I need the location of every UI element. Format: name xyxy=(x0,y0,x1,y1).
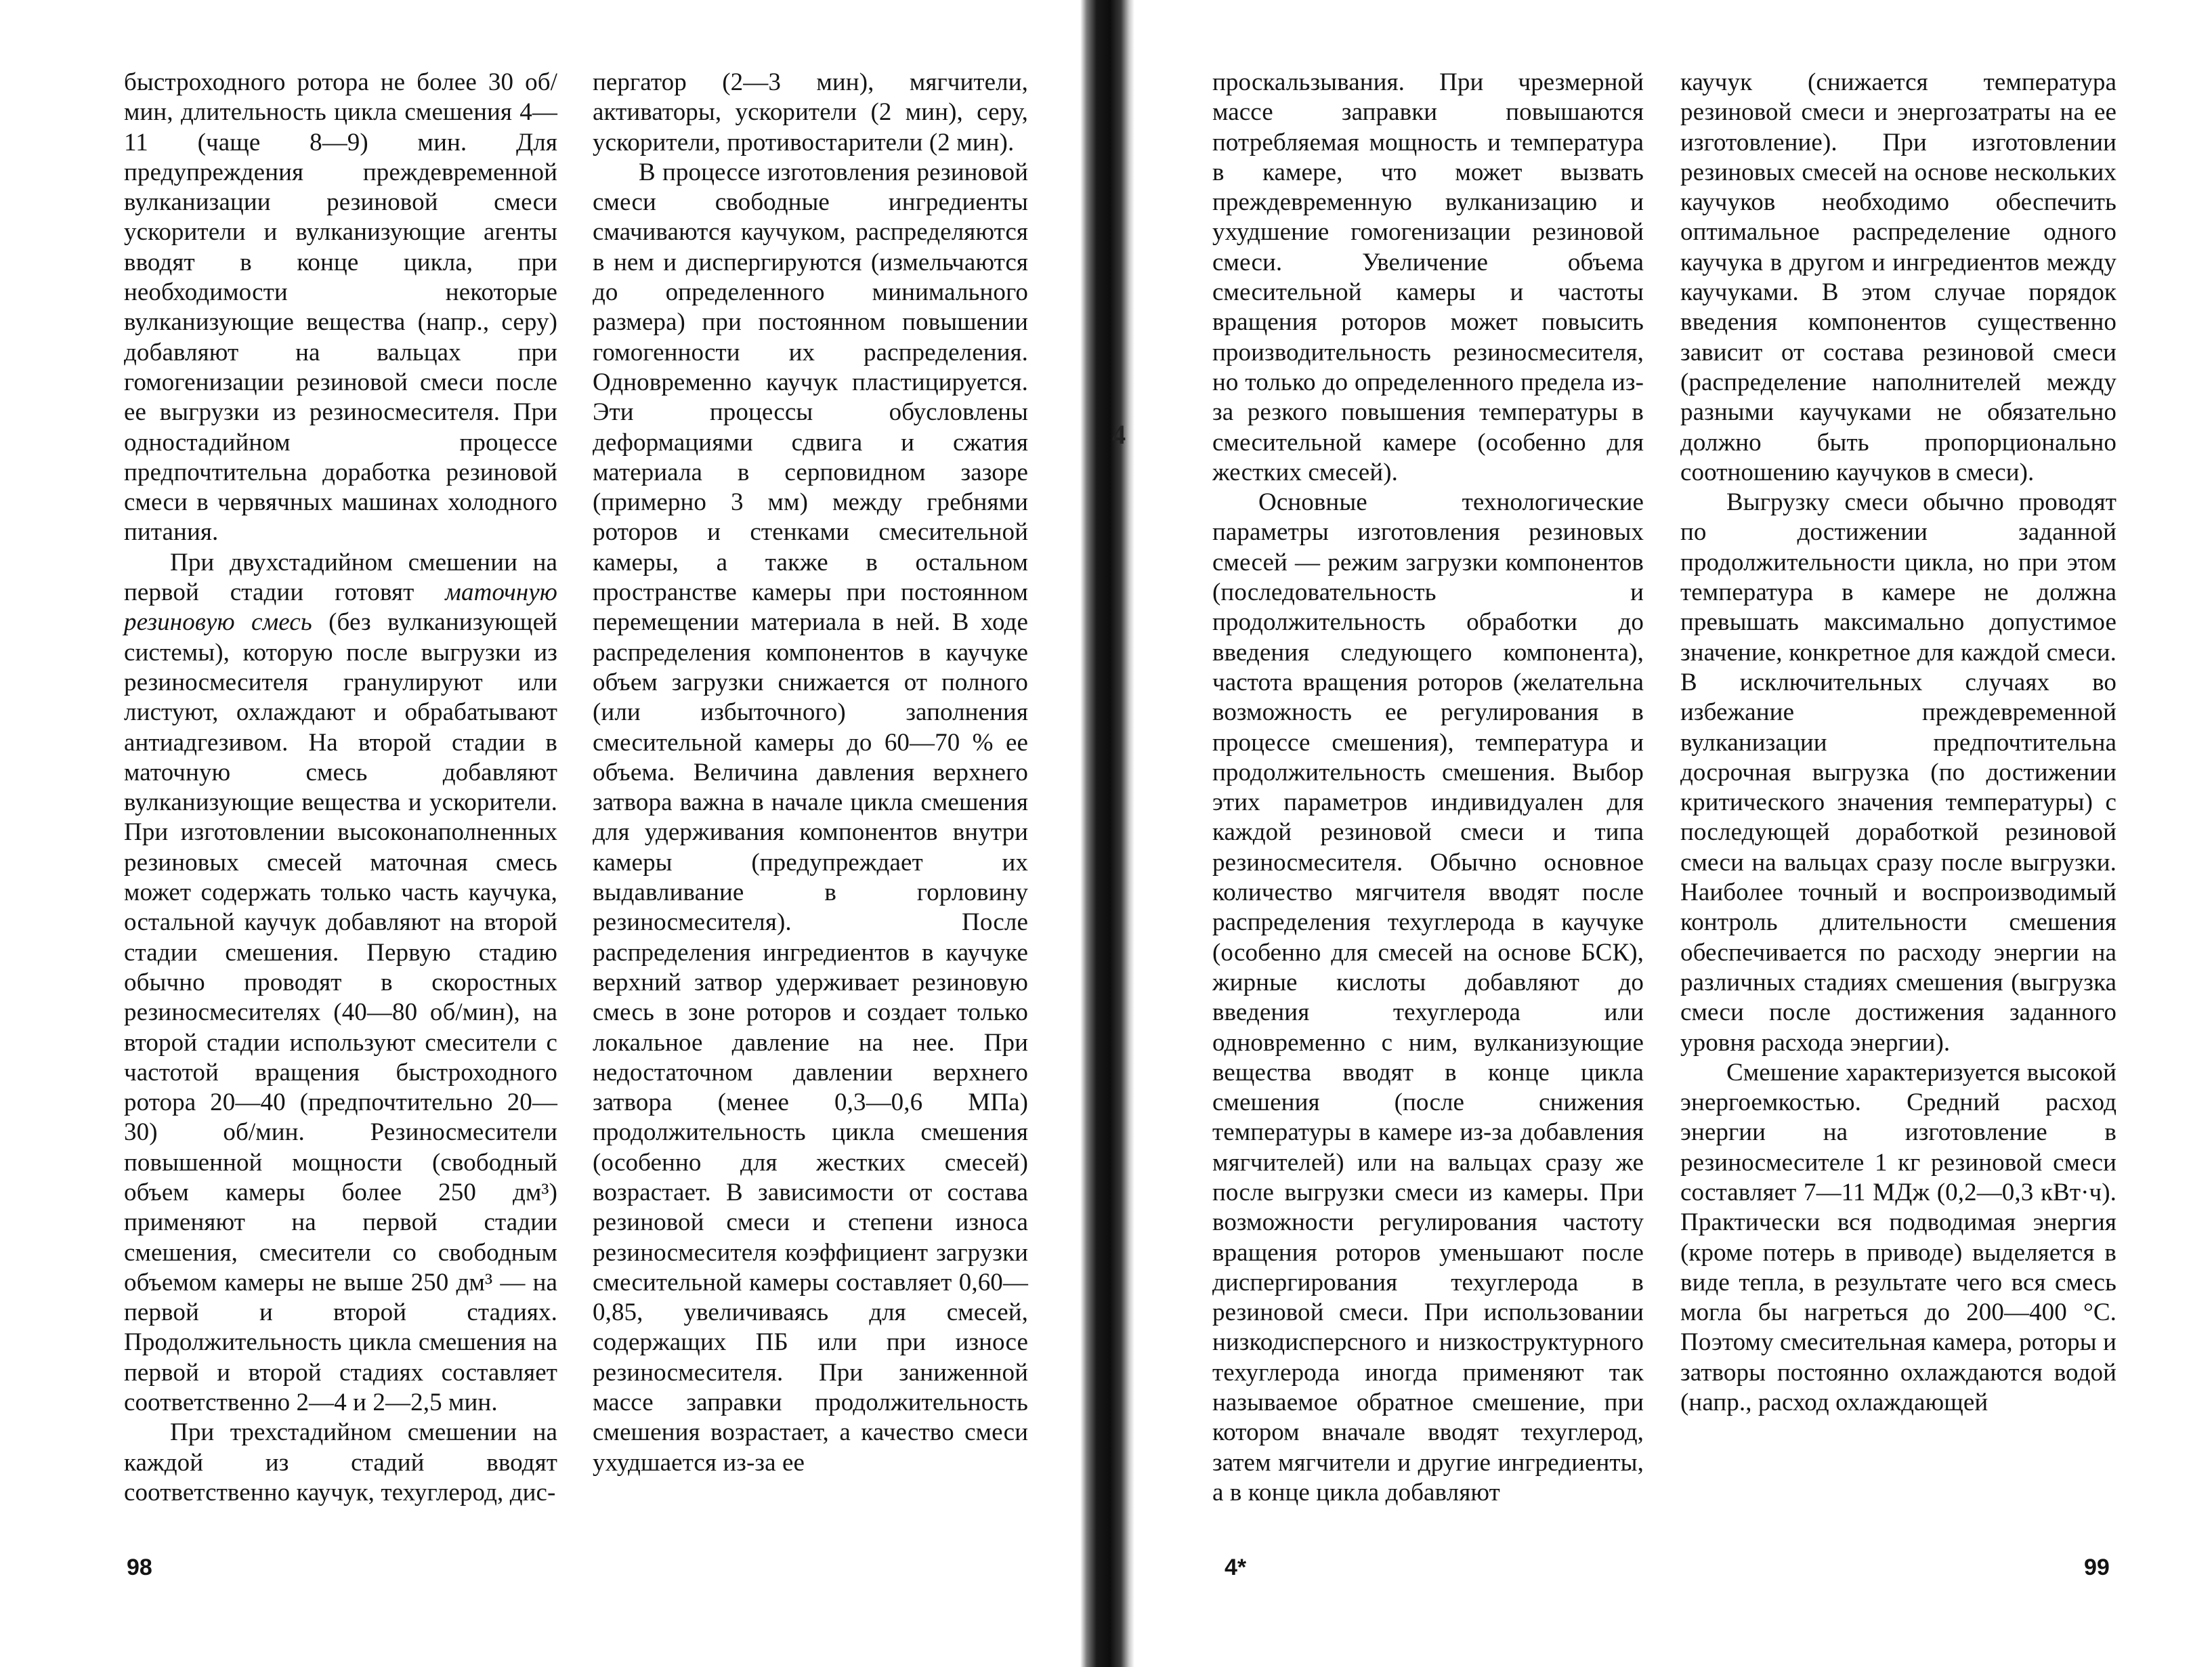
paragraph: При трехстадийном смешении на каждой из стадий вводят соответственно каучук, техуглерод, дис- xyxy=(124,1418,557,1506)
paragraph: проскальзывания. При чрезмерной массе заправки повышаются потребляемая мощность и температура в камере, что может вызвать преждевременную вулканизацию и ухудшение гомогенизации резиновой смеси. Увеличение объема смесительной камеры и частоты вращения роторов может повысить производительность резиносмесителя, но только до определенного предела из-за резкого повышения температуры в смесительной камере (особенно для жестких смесей). xyxy=(1212,68,1644,486)
signature-mark: 4* xyxy=(1225,1555,1247,1580)
paragraph: В процессе изготовления резиновой смеси свободные ингредиенты смачиваются каучуком, распределяются в нем и диспергируются (измельчаются до определенного минимального размера) при постоянном повышении гомогенности их распределения. Одновременно каучук пластицируется. Эти процессы обусловлены деформациями сдвига и сжатия материала в серповидном зазоре (примерно 3 мм) между гребнями роторов и стенками смесительной камеры, а также в остальном пространстве камеры при постоянном перемещении материала в ней. В ходе распределения компонентов в каучуке объем загрузки снижается от полного (или избыточного) заполнения смесительной камеры до 60—70 % ее объема. Величина давления верхнего затвора важна в начале цикла смешения для удерживания компонентов внутри камеры (предупреждает их выдавливание в горловину резиносмесителя). После распределения ингредиентов в каучуке верхний затвор удерживает резиновую смесь в зоне роторов и создает только локальное давление на нее. При недостаточном давлении верхнего затвора (менее 0,3—0,6 МПа) продолжительность цикла смешения (особенно для жестких смесей) возрастает. В зависимости от состава резиновой смеси и степени износа резиносмесителя коэффициент загрузки смесительной камеры составляет 0,60—0,85, увеличиваясь для смесей, содержащих ПБ или при износе резиносмесителя. При заниженной массе заправки продолжительность смешения возрастает, а качество смеси ухудшается из-за ее xyxy=(593,158,1028,1477)
page-number-left: 98 xyxy=(127,1555,152,1580)
paragraph: пергатор (2—3 мин), мягчители, активаторы, ускорители (2 мин), серу, ускорители, противостарители (2 мин). xyxy=(593,68,1028,156)
page-number-right: 99 xyxy=(2084,1555,2110,1580)
paragraph: Основные технологические параметры изготовления резиновых смесей — режим загрузки компонентов (последовательность и продолжительность обработки до введения следующего компонента), частота вращения роторов (желательна возможность ее регулирования в процессе смешения), температура и продолжительность смешения. Выбор этих параметров индивидуален для каждой резиновой смеси и типа резиносмесителя. Обычно основное количество мягчителя вводят после распределения техуглерода в каучуке (особенно для смесей на основе БСК), жирные кислоты добавляют до введения техуглерода или одновременно с ним, вулканизующие вещества вводят в конце цикла смешения (после снижения температуры в камере из-за добавления мягчителей) или на вальцах сразу же после выгрузки смеси из камеры. При возможности регулирования частоту вращения роторов уменьшают после диспергирования техуглерода в резиновой смеси. При использовании низкодисперсного и низкоструктурного техуглерода иногда применяют так называемое обратное смешение, при котором вначале вводят техуглерод, затем мягчители и другие ингредиенты, а в конце цикла добавляют xyxy=(1212,488,1644,1506)
paragraph-text: При двухстадийном смешении на первой стадии готовят xyxy=(124,548,557,607)
paragraph: Выгрузку смеси обычно проводят по достижении заданной продолжительности цикла, но при этом температура в камере не должна превышать максимально допустимое значение, конкретное для каждой смеси. В исключительных случаях во избежание преждевременной вулканизации предпочтительна досрочная выгрузка (по достижении критического значения температуры) с последующей доработкой резиновой смеси на вальцах сразу после выгрузки. Наиболее точный и воспроизводимый контроль длительности смешения обеспечивается по расходу энергии на различных стадиях смешения (выгрузка смеси после достижения заданного уровня расхода энергии). xyxy=(1680,488,2117,1057)
right-page-column-2 xyxy=(1680,68,2117,1418)
paragraph-text: (без вулканизующей системы), которую после выгрузки из резиносмесителя гранулируют или листуют, охлаждают и обрабатывают антиадгезивом. На второй стадии в маточную смесь добавляют вулканизующие вещества и ускорители. При изготовлении высоконаполненных резиновых смесей маточная смесь может содержать только часть каучука, остальной каучук добавляют на второй стадии смешения. Первую стадию обычно проводят в скоростных резиносмесителях (40—80 об/мин), на второй стадии используют смесители с частотой вращения быстроходного ротора 20—40 (предпочтительно 20—30) об/мин. Резиносмесители повышенной мощности (свободный объем камеры более 250 дм³) применяют на первой стадии смешения, смесители со свободным объемом камеры не выше 250 дм³ — на первой и второй стадиях. Продолжительность цикла смешения на первой и второй стадиях составляет соответственно 2—4 и 2—2,5 мин. xyxy=(124,608,557,1417)
right-page-column-1 xyxy=(1212,68,1644,1508)
term-italic: маточную резиновую смесь xyxy=(124,578,557,637)
stray-mark: 4 xyxy=(1112,419,1126,450)
paragraph: Смешение характеризуется высокой энергоемкостью. Средний расход энергии на изготовление в резиносмесителе 1 кг резиновой смеси составляет 7—11 МДж (0,2—0,3 кВт·ч). Практически вся подводимая энергия (кроме потерь в приводе) выделяется в виде тепла, в результате чего вся смесь могла бы нагреться до 200—400 °С. Поэтому смесительная камера, роторы и затворы постоянно охлаждаются водой (напр., расход охлаждающей xyxy=(1680,1058,2117,1417)
paragraph: каучук (снижается температура резиновой смеси и энергозатраты на ее изготовление). При изготовлении резиновых смесей на основе нескольких каучуков необходимо обеспечить оптимальное распределение одного каучука в другом и ингредиентов между каучуками. В этом случае порядок введения компонентов существенно зависит от состава резиновой смеси (распределение наполнителей между разными каучуками не обязательно должно быть пропорционально соотношению каучуков в смеси). xyxy=(1680,68,2117,486)
paragraph: быстроходного ротора не более 30 об/мин, длительность цикла смешения 4—11 (чаще 8—9) мин. Для предупреждения преждевременной вулканизации резиновой смеси ускорители и вулканизующие агенты вводят в конце цикла, при необходимости некоторые вулканизующие вещества (напр., серу) добавляют на вальцах при гомогенизации резиновой смеси после ее выгрузки из резиносмесителя. При одностадийном процессе предпочтительна доработка резиновой смеси в червячных машинах холодного питания. xyxy=(124,68,557,547)
